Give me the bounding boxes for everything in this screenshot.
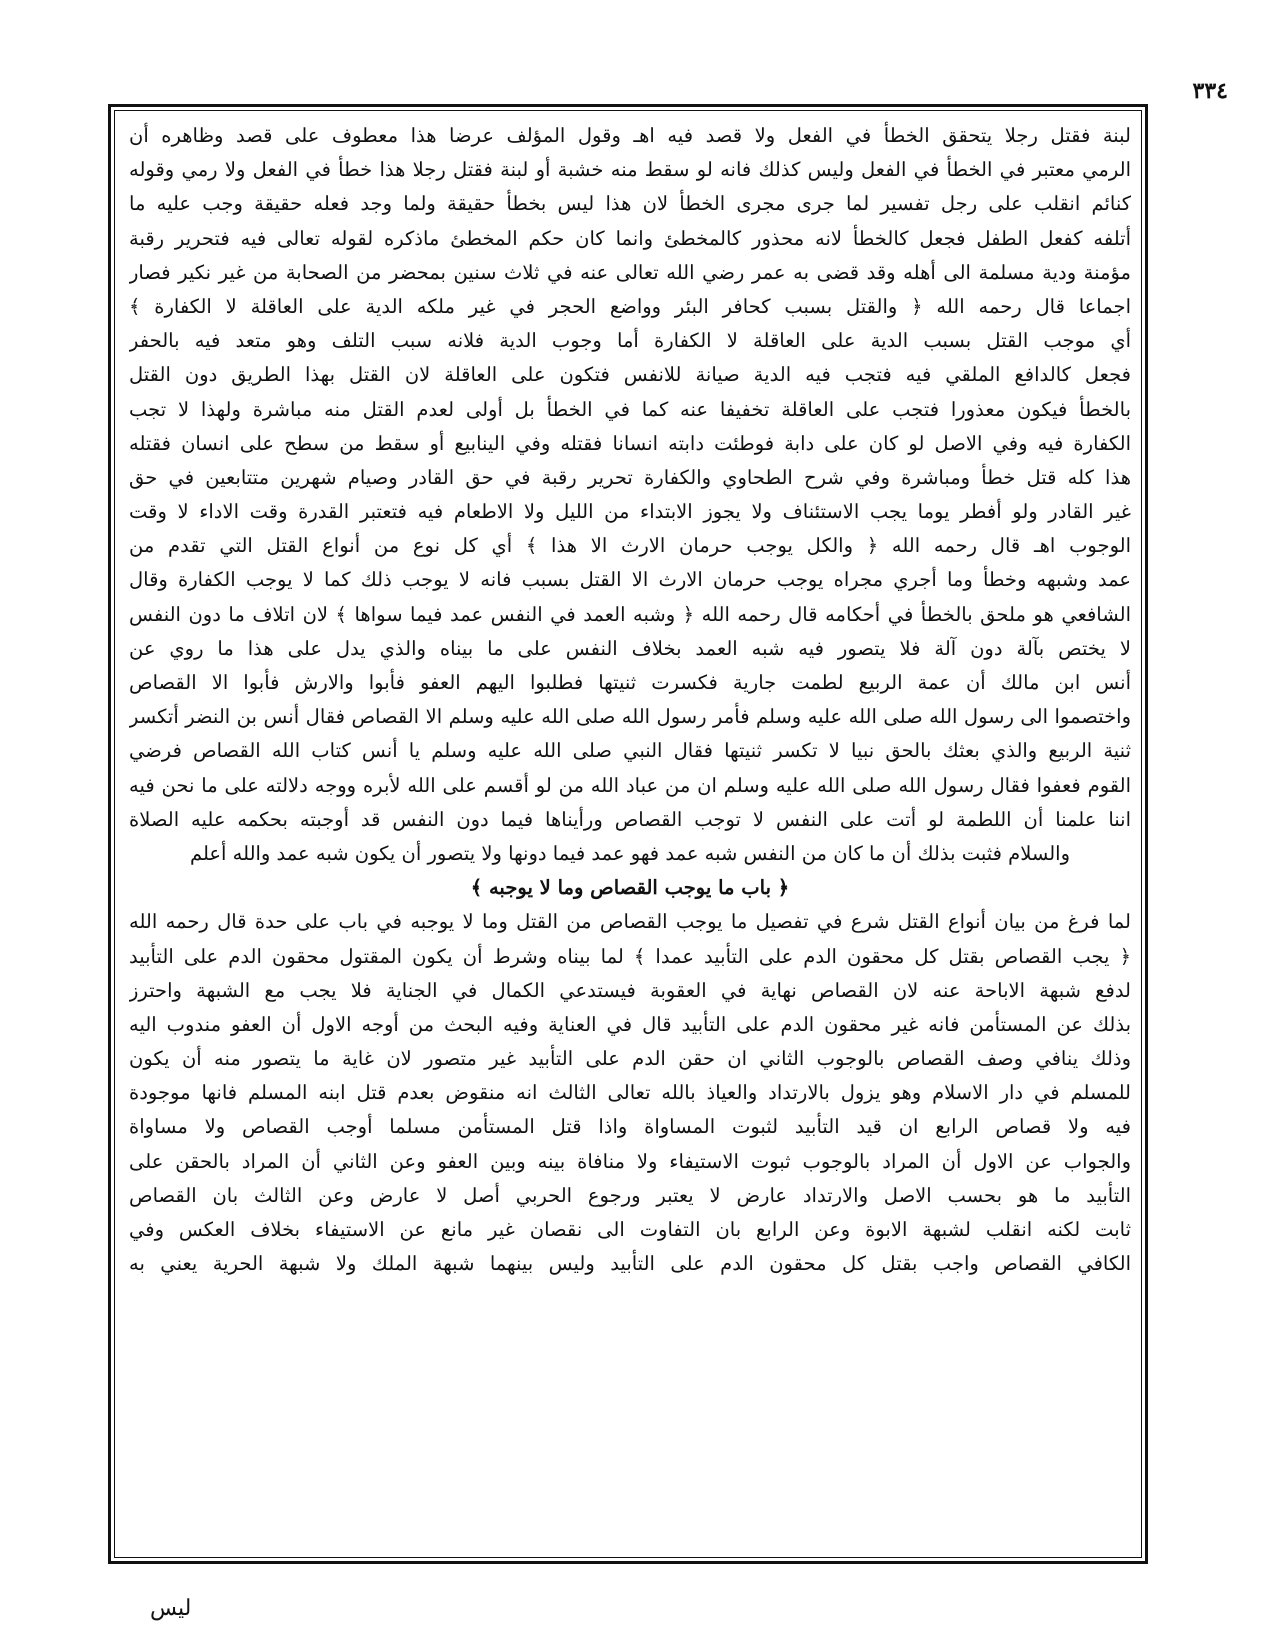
text-line: بذلك عن المستأمن فانه غير محقون الدم على التأبيد قال في العناية وفيه البحث من أوجه الاول أن العفو مندوب اليه (129, 1012, 1131, 1036)
text-line: الرمي معتبر في الخطأ في الفعل وليس كذلك فانه لو سقط منه خشبة أو لبنة فقتل رجلا هذا خطأ في الفعل ولا رمي وقوله (129, 158, 1131, 182)
text-line: لما فرغ من بيان أنواع القتل شرع في تفصيل ما يوجب القصاص من القتل وما لا يوجبه في باب على حدة قال رحمه الله (129, 910, 1131, 934)
text-line: الوجوب اهـ قال رحمه الله ﴿ والكل يوجب حرمان الارث الا هذا ﴾ أي كل نوع من أنواع القتل التي تقدم من (129, 534, 1131, 558)
page-frame (108, 104, 1148, 1564)
text-line: التأبيد ما هو بحسب الاصل والارتداد عارض لا يعتبر ورجوع الحربي أصل لا عارض وعن الثالث بان القصاص (129, 1183, 1131, 1207)
text-line: القوم فعفوا فقال رسول الله صلى الله عليه وسلم ان من عباد الله من لو أقسم على الله لأبره ووجه دلالته على ما نحن فيه (129, 773, 1131, 797)
text-line: للمسلم في دار الاسلام وهو يزول بالارتداد والعياذ بالله تعالى الثالث انه منقوض بعدم قتل ابنه المسلم فانها موجودة (129, 1081, 1131, 1105)
text-line: مؤمنة ودية مسلمة الى أهله وقد قضى به عمر رضي الله تعالى عنه في ثلاث سنين بمحضر من الصحابة من غير نكير فصار (129, 260, 1131, 284)
text-line: والسلام فثبت بذلك أن ما كان من النفس شبه عمد فهو عمد فيما دونها ولا يتصور أن يكون شبه عمد والله أعلم (189, 841, 1071, 865)
text-line: الكفارة فيه وفي الاصل لو كان على دابة فوطئت دابته انسانا فقتله وفي الينابيع أو سقط من سطح على انسان فقتله (129, 431, 1131, 455)
text-line: أنس ابن مالك أن عمة الربيع لطمت جارية فكسرت ثنيتها فطلبوا اليهم العفو فأبوا والارش فأبوا الا القصاص (129, 671, 1131, 694)
text-line: لبنة فقتل رجلا يتحقق الخطأ في الفعل ولا قصد فيه اهـ وقول المؤلف عرضا هذا معطوف على قصد وظاهره أن (129, 124, 1131, 147)
page-number: ٣٣٤ (1192, 78, 1228, 104)
text-line: عمد وشبهه وخطأ وما أجري مجراه يوجب حرمان الارث الا القتل بسبب فانه لا يوجب ذلك كما لا يوجب الكفارة وقال (129, 568, 1131, 592)
text-line: وذلك ينافي وصف القصاص بالوجوب الثاني ان حقن الدم على التأبيد غير متصور لان غاية ما يتصور منه أن يكون (129, 1047, 1131, 1071)
text-line: ثابت لكنه انقلب لشبهة الابوة وعن الرابع بان التفاوت الى نقصان غير مانع عن الاستيفاء بخلاف العكس وفي (129, 1218, 1131, 1241)
text-line: ثنية الربيع والذي بعثك بالحق نبيا لا تكسر ثنيتها فقال النبي صلى الله عليه وسلم يا أنس كتاب الله القصاص فرضي (129, 739, 1131, 763)
text-line: بالخطأ فيكون معذورا فتجب على العاقلة تخفيفا عنه كما في الخطأ بل أولى لعدم القتل منه مباشرة ولهذا لا تجب (129, 397, 1131, 421)
text-line: اننا علمنا أن اللطمة لو أتت على النفس لا توجب القصاص ورأيناها فيما دون النفس قد أوجبته بحكمه عليه الصلاة (129, 807, 1131, 831)
text-block (129, 119, 1131, 1281)
text-line: فجعل كالدافع الملقي فيه فتجب فيه الدية صيانة للانفس فتكون على العاقلة لان القتل بهذا الطريق دون القتل (129, 363, 1131, 387)
text-line: لدفع شبهة الاباحة عنه لان القصاص نهاية في العقوبة فيستدعي الكمال في الجناية فلا يجب مع الشبهة واحترز (129, 978, 1131, 1002)
text-line: الكافي القصاص واجب بقتل كل محقون الدم على التأبيد وليس بينهما شبهة الملك ولا شبهة الحرية يعني به (129, 1252, 1131, 1276)
text-line: واختصموا الى رسول الله صلى الله عليه وسلم فأمر رسول الله صلى الله عليه وسلم الا القصاص فقال أنس بن النضر أتكسر (129, 705, 1131, 729)
text-line: الشافعي هو ملحق بالخطأ في أحكامه قال رحمه الله ﴿ وشبه العمد في النفس عمد فيما سواها ﴾ لان اتلاف ما دون النفس (129, 602, 1131, 626)
text-line: كنائم انقلب على رجل تفسير لما جرى مجرى الخطأ لان هذا ليس بخطأ حقيقة ولما وجد فعله حقيقة وجب عليه ما (129, 192, 1131, 216)
catchword: ليس (150, 1596, 192, 1621)
text-line: أي موجب القتل بسبب الدية على العاقلة لا الكفارة أما وجوب الدية فلانه سبب التلف وهو متعد فيه بالحفر (129, 329, 1131, 353)
text-line: اجماعا قال رحمه الله ﴿ والقتل بسبب كحافر البئر وواضع الحجر في غير ملكه الدية على العاقلة لا الكفارة ﴾ (129, 294, 1131, 318)
text-line: هذا كله قتل خطأ ومباشرة وفي شرح الطحاوي والكفارة تحرير رقبة في حق القادر وصيام شهرين متتابعين في حق (129, 465, 1131, 489)
text-line: فيه ولا قصاص الرابع ان قيد التأبيد لثبوت المساواة واذا قتل المستأمن مسلما أوجب القصاص ولا مساواة (129, 1115, 1131, 1139)
section-heading: ﴿ باب ما يوجب القصاص وما لا يوجبه ﴾ (470, 876, 790, 900)
text-line: والجواب عن الاول أن المراد بالوجوب ثبوت الاستيفاء ولا منافاة بينه وبين العفو وعن الثاني أن المراد بالحقن على (129, 1149, 1131, 1173)
text-line: لا يختص بآلة دون آلة فلا يتصور فيه شبه العمد بخلاف النفس على ما بيناه والذي يدل على هذا ما روي عن (129, 636, 1131, 660)
text-line: ﴿ يجب القصاص بقتل كل محقون الدم على التأبيد عمدا ﴾ لما بيناه وشرط أن يكون المقتول محقون الدم على التأبيد (129, 944, 1131, 968)
text-line: غير القادر ولو أفطر يوما يجب الاستئناف ولا يجوز الابتداء من الليل ولا الاطعام فيه فتعتبر القدرة وقت الاداء لا وقت (129, 500, 1131, 524)
text-line: أتلفه كفعل الطفل فجعل كالخطأ لانه محذور كالمخطئ وانما كان حكم المخطئ ماذكره لقوله تعالى فيه فتحرير رقبة (129, 226, 1131, 250)
